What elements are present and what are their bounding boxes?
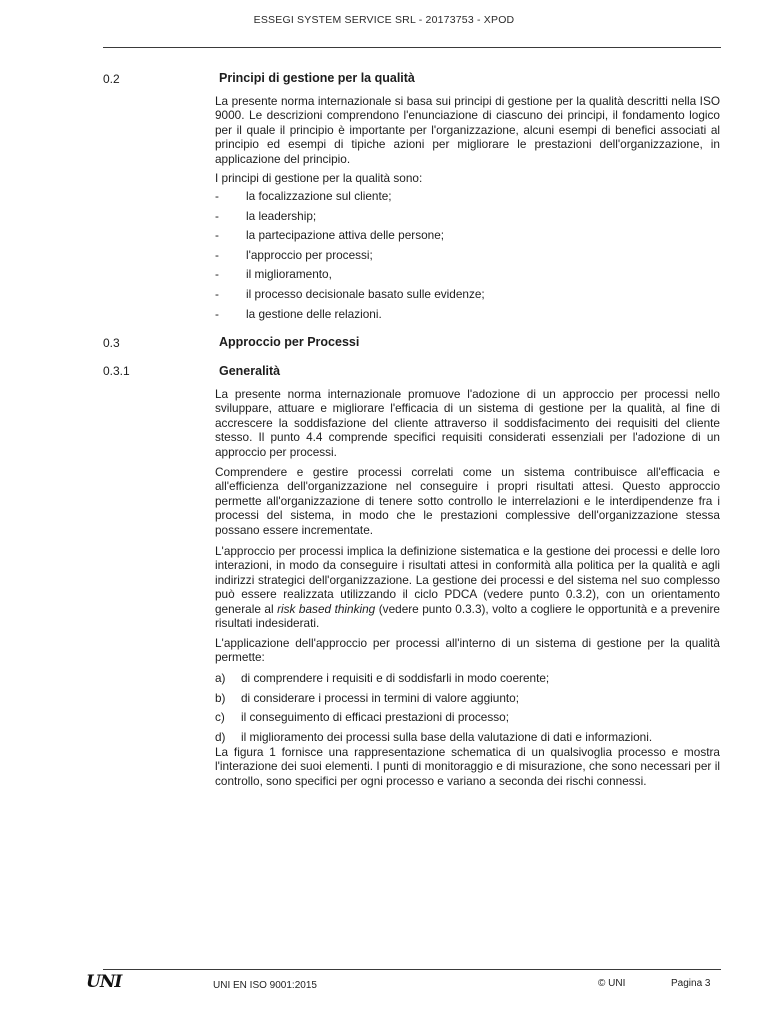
section-number: 0.3 — [103, 336, 120, 350]
list-item-text: la focalizzazione sul cliente; — [246, 189, 392, 203]
generalita-paragraph-2: Comprendere e gestire processi correlati come un sistema contribuisce all'efficacia e all'efficienza dell'organizzazione nel conseguire i propri risultati attesi. Questo approccio permette all'organizzazione di tenere sotto controllo le interrelazioni e le interdipendenze fra i processi del sistema, in modo che le prestazioni complessive dell'organizzazione stessa possano essere incrementate. — [215, 465, 720, 537]
list-item — [215, 267, 720, 287]
list-bullet: - — [215, 189, 219, 203]
list-item — [215, 209, 720, 229]
list-marker: d) — [215, 729, 226, 744]
list-item-text: la partecipazione attiva delle persone; — [246, 228, 445, 243]
list-item-text: la gestione delle relazioni. — [246, 306, 382, 321]
list-bullet: - — [215, 286, 219, 301]
section-title: Approccio per Processi — [219, 335, 360, 349]
section-number: 0.3.1 — [103, 364, 130, 378]
list-marker: a) — [215, 671, 226, 685]
list-bullet: - — [215, 208, 219, 223]
footer-divider — [103, 969, 721, 970]
list-item-text: di comprendere i requisiti e di soddisfarli in modo coerente; — [241, 671, 550, 685]
list-item-text: l'approccio per processi; — [246, 247, 373, 262]
list-item — [215, 189, 720, 209]
footer-standard: UNI EN ISO 9001:2015 — [213, 980, 317, 991]
list-item — [215, 228, 720, 248]
list-item — [215, 287, 720, 307]
list-bullet: - — [215, 247, 219, 262]
uni-logo: UNI — [86, 972, 122, 992]
principles-list — [215, 189, 720, 326]
list-item — [215, 248, 720, 268]
list-item-text: di considerare i processi in termini di valore aggiunto; — [241, 690, 520, 705]
footer-copyright: © UNI — [598, 978, 626, 989]
section-number: 0.2 — [103, 72, 120, 86]
section-title: Principi di gestione per la qualità — [219, 71, 415, 85]
list-item-text: il conseguimento di efficaci prestazioni di processo; — [241, 710, 509, 725]
benefits-list — [215, 671, 720, 749]
list-item-text: il miglioramento, — [246, 267, 332, 282]
list-bullet: - — [215, 306, 219, 321]
list-marker: c) — [215, 710, 225, 725]
italic-term: risk based thinking — [277, 601, 376, 616]
generalita-paragraph-4: L'applicazione dell'approccio per processi all'interno di un sistema di gestione per la qualità permette: — [215, 636, 720, 665]
list-item — [215, 307, 720, 327]
list-item — [215, 710, 720, 730]
generalita-paragraph-3 — [215, 544, 720, 630]
document-header: ESSEGI SYSTEM SERVICE SRL - 20173753 - XPOD — [253, 14, 515, 26]
list-bullet: - — [215, 228, 219, 243]
list-item-text: il processo decisionale basato sulle evidenze; — [246, 286, 485, 301]
list-item-text: la leadership; — [246, 208, 317, 223]
list-intro: I principi di gestione per la qualità sono: — [215, 171, 423, 185]
generalita-paragraph-1: La presente norma internazionale promuove l'adozione di un approccio per processi nello sviluppare, attuare e migliorare l'efficacia di un sistema di gestione per la qualità, al fine di accrescere la soddisfazione del cliente attraverso il soddisfacimento dei requisiti del cliente stesso. Il punto 4.4 comprende specifici requisiti considerati essenziali per l'adozione di un approccio per processi. — [215, 387, 720, 459]
list-item — [215, 691, 720, 711]
paragraph-text: L'approccio per processi implica la definizione sistematica e la gestione dei processi e delle loro interazioni, in modo da conseguire i risultati attesi in conformità alla politica per la qualità e agli indirizzi strategici dell'organizzazione. La gestione dei processi e del sistema nel suo complesso può essere realizzata utilizzando il ciclo PDCA (vedere punto 0.3.2), con un orientamento generale al — [215, 544, 720, 616]
page-number: Pagina 3 — [671, 978, 711, 989]
paragraph-text: (vedere punto 0.3.3), volto a cogliere le opportunità e a prevenire risultati indesiderati. — [215, 601, 720, 631]
subsection-title: Generalità — [219, 364, 281, 378]
list-item-text: il miglioramento dei processi sulla base della valutazione di dati e informazioni. — [241, 729, 653, 744]
section-paragraph: La presente norma internazionale si basa sui principi di gestione per la qualità descritti nella ISO 9000. Le descrizioni comprendono l'enunciazione di ciascuno dei principi, il fondamento logico per il quale il principio è importante per l'organizzazione, alcuni esempi di benefici associati al principio ed esempi di tipiche azioni per migliorare le prestazioni dell'organizzazione, in applicazione del principio. — [215, 94, 720, 166]
list-item — [215, 671, 720, 691]
header-divider — [103, 47, 721, 48]
list-marker: b) — [215, 690, 226, 705]
list-bullet: - — [215, 267, 219, 282]
generalita-paragraph-5: La figura 1 fornisce una rappresentazione schematica di un qualsivoglia processo e mostra l'interazione dei suoi elementi. I punti di monitoraggio e di misurazione, che sono necessari per il controllo, sono specifici per ogni processo e variano a seconda dei rischi connessi. — [215, 745, 720, 788]
